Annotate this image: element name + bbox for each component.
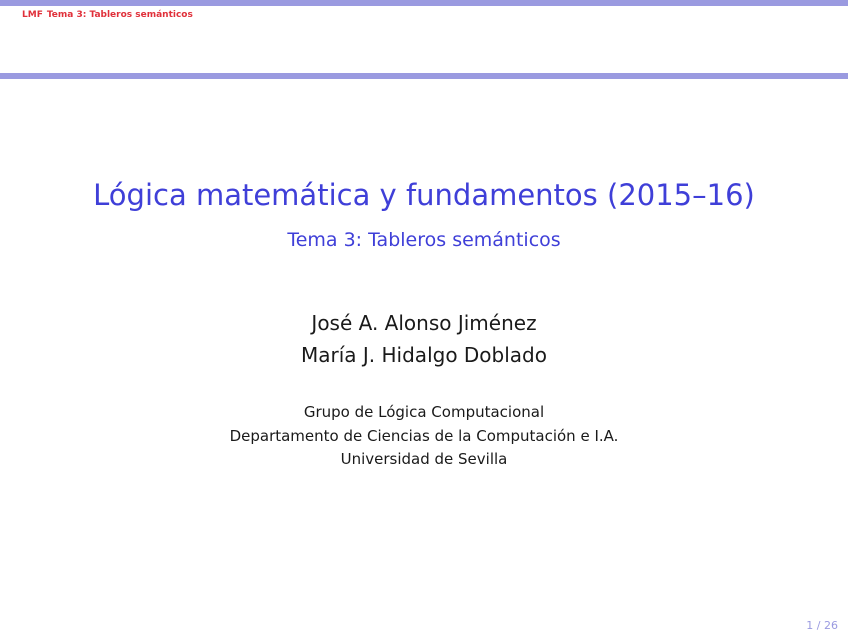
presentation-subtitle: Tema 3: Tableros semánticos bbox=[287, 229, 561, 251]
page-number: 1 / 26 bbox=[806, 619, 838, 632]
slide-header bbox=[22, 10, 193, 20]
institution-line: Departamento de Ciencias de la Computación e I.A. bbox=[229, 427, 619, 445]
institution-line: Grupo de Lógica Computacional bbox=[303, 403, 545, 421]
header-rule bbox=[0, 73, 848, 79]
header-course: LMF bbox=[22, 10, 43, 20]
presentation-title: Lógica matemática y fundamentos (2015–16) bbox=[93, 178, 755, 212]
header-topic: Tema 3: Tableros semánticos bbox=[46, 10, 193, 20]
author-name: José A. Alonso Jiménez bbox=[311, 311, 537, 335]
top-bar bbox=[0, 0, 848, 6]
author-name: María J. Hidalgo Doblado bbox=[301, 343, 547, 367]
institution-line: Universidad de Sevilla bbox=[340, 450, 508, 468]
